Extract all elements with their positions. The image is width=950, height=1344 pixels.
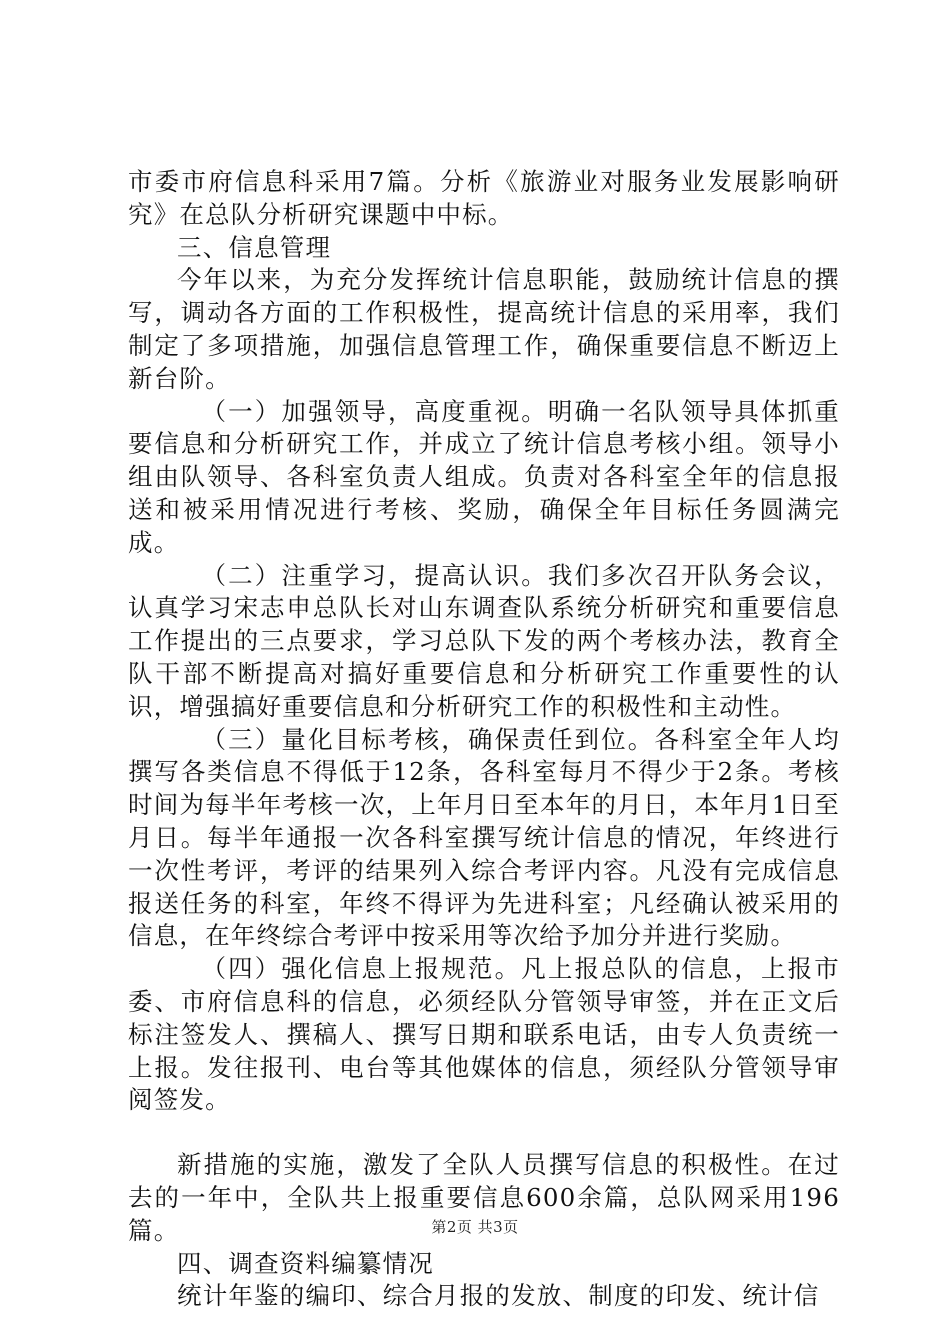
section-heading-information-management: 三、信息管理 xyxy=(177,232,332,262)
paragraph-intro: 今年以来，为充分发挥统计信息职能，鼓励统计信息的撰写，调动各方面的工作积极性，提高统计信息的采用率，我们制定了多项措施，加强信息管理工作，确保重要信息不断迈上新台阶。 xyxy=(128,265,840,393)
page-number-footer: 第2页 共3页 xyxy=(431,1218,519,1236)
paragraph-results: 新措施的实施，激发了全队人员撰写信息的积极性。在过去的一年中，全队共上报重要信息600余篇，总队网采用196篇。 xyxy=(128,1150,840,1245)
document-body xyxy=(128,166,840,1313)
paragraph-spacer xyxy=(128,1117,840,1149)
paragraph-compilation: 统计年鉴的编印、综合月报的发放、制度的印发、统计信 xyxy=(177,1281,820,1311)
paragraph-item-3: （三）量化目标考核，确保责任到位。各科室全年人均撰写各类信息不得低于12条，各科室每月不得少于2条。考核时间为每半年考核一次，上年月日至本年的月日，本年月1日至月日。每半年通报一次各科室撰写统计信息的情况，年终进行一次性考评，考评的结果列入综合考评内容。凡没有完成信息报送任务的科室，年终不得评为先进科室；凡经确认被采用的信息，在年终综合考评中按采用等次给予加分并进行奖励。 xyxy=(128,724,840,951)
section-heading-data-compilation: 四、调查资料编纂情况 xyxy=(177,1248,434,1278)
paragraph-item-4: （四）强化信息上报规范。凡上报总队的信息，上报市委、市府信息科的信息，必须经队分管领导审签，并在正文后标注签发人、撰稿人、撰写日期和联系电话，由专人负责统一上报。发往报刊、电台等其他媒体的信息，须经队分管领导审阅签发。 xyxy=(128,954,840,1115)
paragraph-item-1: （一）加强领导，高度重视。明确一名队领导具体抓重要信息和分析研究工作，并成立了统计信息考核小组。领导小组由队领导、各科室负责人组成。负责对各科室全年的信息报送和被采用情况进行考核、奖励，确保全年目标任务圆满完成。 xyxy=(128,396,840,557)
paragraph-item-2: （二）注重学习，提高认识。我们多次召开队务会议，认真学习宋志申总队长对山东调查队系统分析研究和重要信息工作提出的三点要求，学习总队下发的两个考核办法，教育全队干部不断提高对搞好重要信息和分析研究工作重要性的认识，增强搞好重要信息和分析研究工作的积极性和主动性。 xyxy=(128,560,840,721)
paragraph-continuation: 市委市府信息科采用7篇。分析《旅游业对服务业发展影响研究》在总队分析研究课题中中标。 xyxy=(128,167,840,229)
